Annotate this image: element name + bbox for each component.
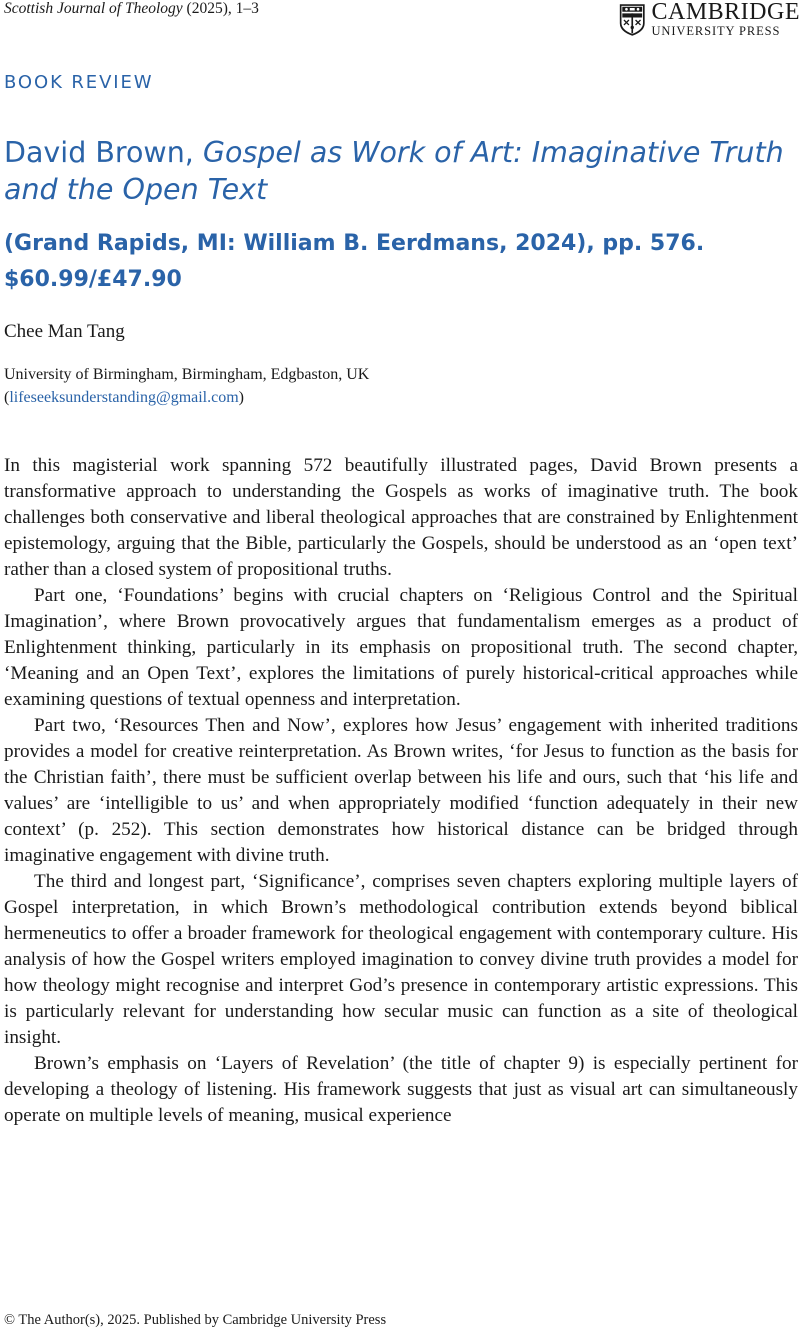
author-name: Chee Man Tang [4, 321, 125, 342]
body-paragraph-4: The third and longest part, ‘Significance’, comprises seven chapters exploring multiple layers of Gospel interpretation, in which Brown’s methodological contribution extends beyond biblical hermeneutics to offer a broader framework for theological engagement with contemporary culture. His analysis of how the Gospel writers employed imagination to convey divine truth provides a model for how theology might recognise and interpret God’s presence in contemporary artistic expressions. This is particularly relevant for understanding how secular music can function as a site of theological insight. [4, 871, 798, 1048]
body-paragraph-1: In this magisterial work spanning 572 beautifully illustrated pages, David Brown presents a transformative approach to understanding the Gospels as works of imaginative truth. The book challenges both conservative and liberal theological approaches that are constrained by Enlightenment epistemology, arguing that the Bible, particularly the Gospels, should be understood as an ‘open text’ rather than a closed system of propositional truths. [4, 455, 798, 580]
close-paren: ) [238, 389, 244, 406]
author-email-link[interactable]: lifeseeksunderstanding@gmail.com [9, 389, 239, 406]
body-paragraph-3: Part two, ‘Resources Then and Now’, explores how Jesus’ engagement with inherited traditions provides a model for creative reinterpretation. As Brown writes, ‘for Jesus to function as the basis for the Christian faith’, there must be sufficient overlap between his life and ours, such that ‘his life and values’ are ‘intelligible to us’ and when appropriately modified ‘function adequately in their new context’ (p. 252). This section demonstrates how historical distance can be bridged through imaginative engagement with divine truth. [4, 715, 798, 866]
affiliation-line: University of Birmingham, Birmingham, Edgbaston, UK [4, 366, 370, 383]
publisher-subtitle: UNIVERSITY PRESS [651, 24, 781, 38]
article-title [4, 134, 794, 208]
publisher-name: CAMBRIDGE [651, 0, 800, 25]
book-title: Gospel as Work of Art: Imaginative Truth and the Open Text [4, 136, 784, 206]
body-paragraph-2: Part one, ‘Foundations’ begins with crucial chapters on ‘Religious Control and the Spiritual Imagination’, where Brown provocatively argues that fundamentalism emerges as a product of Enlightenment thinking, particularly in its emphasis on propositional truth. The second chapter, ‘Meaning and an Open Text’, explores the limitations of purely historical-critical approaches while examining questions of textual openness and interpretation. [4, 585, 798, 710]
journal-citation [4, 0, 259, 18]
author-affiliation [4, 363, 369, 409]
title-prefix: David Brown, [4, 136, 203, 169]
section-label: BOOK REVIEW [4, 72, 154, 93]
book-details: (Grand Rapids, MI: William B. Eerdmans, 2024), pp. 576. $60.99/£47.90 [4, 231, 705, 292]
author-contact [4, 386, 369, 409]
journal-name: Scottish Journal of Theology [4, 0, 183, 17]
cambridge-crest-icon [619, 0, 645, 40]
copyright-footer: © The Author(s), 2025. Published by Cambridge University Press [4, 1312, 387, 1328]
open-paren: ( [4, 389, 10, 406]
body-paragraph-5: Brown’s emphasis on ‘Layers of Revelation’ (the title of chapter 9) is especially pertinent for developing a theology of listening. His framework suggests that just as visual art can simultaneously operate on multiple levels of meaning, musical experience [4, 1053, 798, 1126]
review-body [4, 453, 798, 1129]
publisher-logo [619, 0, 800, 40]
journal-meta: (2025), 1–3 [182, 0, 259, 17]
